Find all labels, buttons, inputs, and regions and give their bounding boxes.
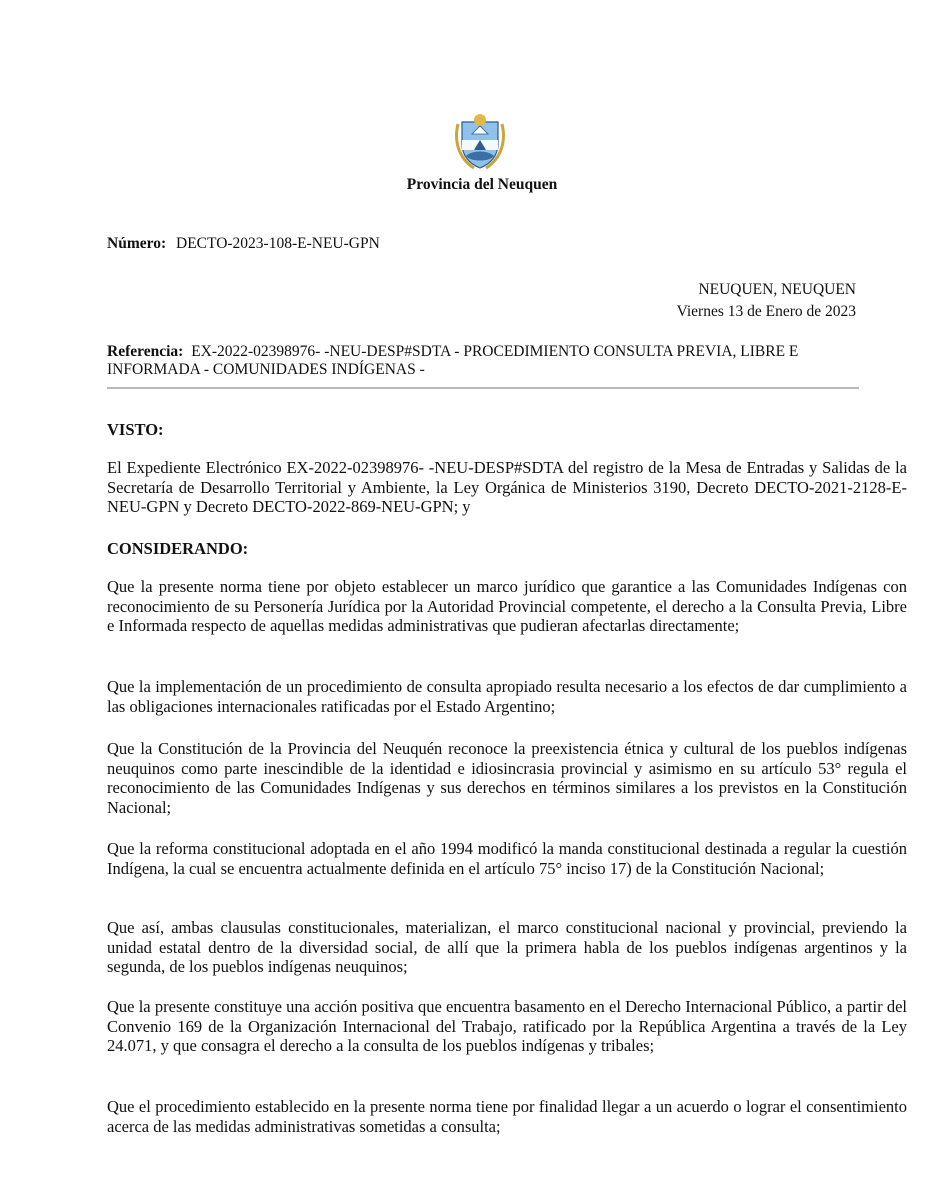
place: NEUQUEN, NEUQUEN bbox=[698, 281, 856, 298]
considerando-heading: CONSIDERANDO: bbox=[107, 539, 249, 558]
coat-of-arms-seal-icon bbox=[452, 110, 508, 172]
document-number bbox=[107, 235, 380, 253]
visto-paragraph: El Expediente Electrónico EX-2022-02398976- -NEU-DESP#SDTA del registro de la Mesa de Entradas y Salidas de la Secretaría de Desarrollo Territorial y Ambiente, la Ley Orgánica de Ministerios 3190, Decreto DECTO-2021-2128-E-NEU-GPN y Decreto DECTO-2022-869-NEU-GPN; y bbox=[107, 458, 907, 516]
considerando-paragraph: Que así, ambas clausulas constitucionales, materializan, el marco constitucional nacional y provincial, previendo la unidad estatal dentro de la diversidad social, de allí que la primera habla de los pueblos indígenas argentinos y la segunda, de los pueblos indígenas neuquinos; bbox=[107, 918, 907, 976]
date: Viernes 13 de Enero de 2023 bbox=[676, 303, 856, 320]
document-number-value: DECTO-2023-108-E-NEU-GPN bbox=[176, 235, 380, 252]
place-and-date bbox=[677, 279, 856, 323]
considerando-paragraph: Que la presente constituye una acción positiva que encuentra basamento en el Derecho Internacional Público, a partir del Convenio 169 de la Organización Internacional del Trabajo, ratificado por la República Argentina a través de la Ley 24.071, y que consagra el derecho a la consulta de los pueblos indígenas y tribales; bbox=[107, 997, 907, 1055]
considerando-paragraph: Que el procedimiento establecido en la presente norma tiene por finalidad llegar a un acuerdo o lograr el consentimiento acerca de las medidas administrativas sometidas a consulta; bbox=[107, 1097, 907, 1136]
reference-label: Referencia: bbox=[107, 343, 184, 360]
considerando-paragraph: Que la Constitución de la Provincia del Neuquén reconoce la preexistencia étnica y cultural de los pueblos indígenas neuquinos como parte inescindible de la identidad e idiosincrasia provincial y asimismo en su artículo 53° regula el reconocimiento de las Comunidades Indígenas y sus derechos en términos similares a los previstos en la Constitución Nacional; bbox=[107, 739, 907, 817]
considerando-paragraph: Que la reforma constitucional adoptada en el año 1994 modificó la manda constitucional destinada a regular la cuestión Indígena, la cual se encuentra actualmente definida en el artículo 75° inciso 17) de la Constitución Nacional; bbox=[107, 839, 907, 878]
considerando-paragraph: Que la implementación de un procedimiento de consulta apropiado resulta necesario a los efectos de dar cumplimiento a las obligaciones internacionales ratificadas por el Estado Argentino; bbox=[107, 677, 907, 716]
reference-value: EX-2022-02398976- -NEU-DESP#SDTA - PROCEDIMIENTO CONSULTA PREVIA, LIBRE E INFORMADA - COMUNIDADES INDÍGENAS - bbox=[107, 343, 799, 378]
considerando-paragraph: Que la presente norma tiene por objeto establecer un marco jurídico que garantice a las Comunidades Indígenas con reconocimiento de su Personería Jurídica por la Autoridad Provincial competente, el derecho a la Consulta Previa, Libre e Informada respecto de aquellas medidas administrativas que pudieran afectarlas directamente; bbox=[107, 577, 907, 635]
reference bbox=[107, 343, 827, 379]
province-title: Provincia del Neuquen bbox=[406, 176, 558, 193]
document-number-label: Número: bbox=[107, 235, 167, 252]
visto-heading: VISTO: bbox=[107, 420, 164, 439]
divider bbox=[107, 387, 859, 389]
